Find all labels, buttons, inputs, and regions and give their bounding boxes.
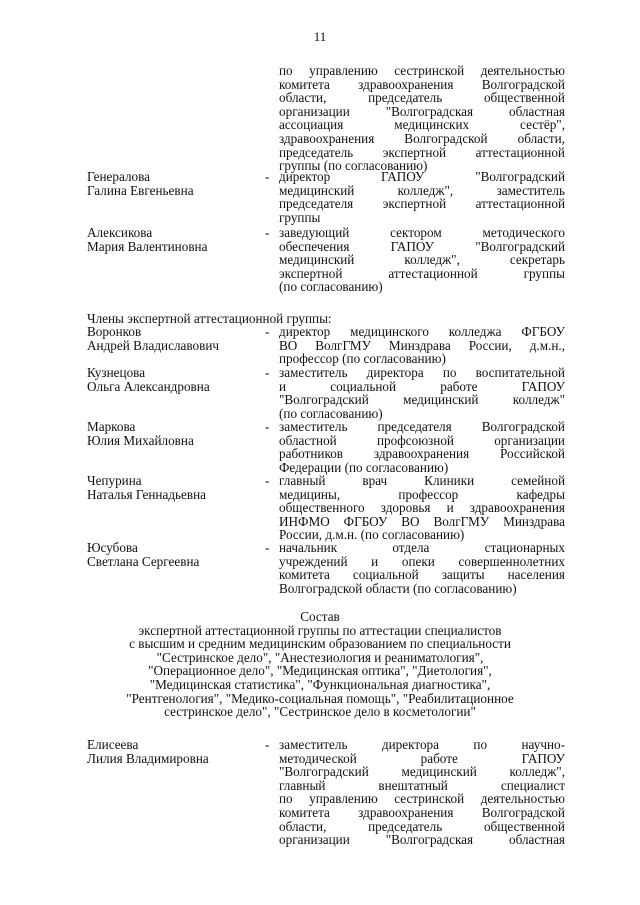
surname: Юсубова [87,540,138,555]
text-line: по управлению сестринской деятельностью [279,63,565,78]
title-line: с высшим и средним медицинским образованием по специальности [129,636,511,652]
text-line: директор медицинского колледжа ФГБОУ [279,324,565,339]
person-name [87,324,270,353]
given-names: Ольга Александровна [87,378,210,394]
person-name [87,419,270,448]
text-line: ВО ВолгГМУ Минздрава России, д.м.н., [279,337,565,353]
person-role [279,170,565,224]
dash: - [265,225,270,240]
section-title [60,610,580,719]
text-line: заместитель директора по научно- [279,737,565,752]
text-line: области, председатель общественной [279,90,565,106]
text-line: и социальной работе ГАПОУ [279,378,565,394]
text-line: (по согласованию) [279,279,383,295]
surname: Маркова [87,419,136,434]
text-line: заместитель председателя Волгоградской [279,419,565,434]
surname: Чепурина [87,473,142,488]
text-line: группы [279,209,321,225]
person-role [279,474,565,542]
text-line: медицинский колледж", секретарь [279,252,565,268]
given-names: Юлия Михайловна [87,432,194,448]
title-line: "Сестринское дело", "Анестезиология и реаниматология", [156,649,484,665]
text-line: начальник отдела стационарных [279,540,565,555]
text-line: экспертной аттестационной группы [279,265,565,281]
text-line: заместитель директора по воспитательной [279,365,565,380]
text-line: организации "Волгоградская областная [279,832,565,848]
text-line: профессор (по согласованию) [279,351,446,367]
surname: Алексикова [87,225,153,240]
text-line: России, д.м.н. (по согласованию) [279,527,465,543]
page-number: 11 [313,29,327,44]
dash: - [265,169,270,184]
person-role [279,366,565,420]
text-line: обеспечения ГАПОУ "Волгоградский [279,238,565,254]
title-line: "Медицинская статистика", "Функциональная диагностика", [149,676,491,692]
members-heading: Члены экспертной аттестационной группы: [87,311,332,326]
text-line: по управлению сестринской деятельностью [279,791,565,807]
text-line: общественного здоровья и здравоохранения [279,500,565,516]
text-line: ассоциация медицинских сестёр", [279,117,565,133]
text-line: председатель экспертной аттестационной [279,144,565,160]
text-line: медицинский колледж", заместитель [279,182,565,198]
given-names: Андрей Владиславович [87,337,220,353]
text-line: организации "Волгоградская областная [279,103,565,119]
dash: - [265,473,270,488]
text-line: области, председатель общественной [279,818,565,834]
text-line: методической работе ГАПОУ [279,750,565,766]
title-line: "Операционное дело", "Медицинская оптика", "Диетология", [148,663,492,679]
person-role [279,325,565,366]
text-line: комитета социальной защиты населения [279,567,565,583]
text-line: "Волгоградский медицинский колледж" [279,392,565,408]
text-line: директор ГАПОУ "Волгоградский [279,169,565,184]
title-line: экспертной аттестационной группы по аттестации специалистов [138,622,502,638]
text-line: комитета здравоохранения Волгоградской [279,76,565,92]
given-names: Лилия Владимировна [87,750,209,766]
dash: - [265,540,270,555]
top-continuation [279,64,565,173]
text-line: медицины, профессор кафедры [279,486,565,502]
text-line: Волгоградской области (по согласованию) [279,580,517,596]
given-names: Мария Валентиновна [87,238,208,254]
text-line: главный внештатный специалист [279,777,565,793]
text-line: главный врач Клиники семейной [279,473,565,488]
given-names: Галина Евгеньевна [87,182,194,198]
surname: Генералова [87,169,151,184]
text-line: ИНФМО ФГБОУ ВО ВолгГМУ Минздрава [279,513,565,529]
person-name [87,473,270,502]
person-name [87,540,270,569]
text-line: Федерации (по согласованию) [279,459,449,475]
text-line: здравоохранения Волгоградской области, [279,130,565,146]
dash: - [265,419,270,434]
surname: Кузнецова [87,365,146,380]
text-line: учреждений и опеки совершеннолетних [279,553,565,569]
title-line: Состав [300,609,340,624]
dash: - [265,365,270,380]
person-role [279,541,565,595]
surname: Елисеева [87,737,139,752]
surname: Воронков [87,324,142,339]
title-line: сестринское дело", "Сестринское дело в косметологии" [164,704,476,720]
person-name [87,365,270,394]
text-line: председателя экспертной аттестационной [279,196,565,212]
person-name [87,169,270,198]
dash: - [265,737,270,752]
text-line: (по согласованию) [279,405,383,421]
text-line: областной профсоюзной организации [279,432,565,448]
text-line: заведующий сектором методического [279,225,565,240]
text-line: комитета здравоохранения Волгоградской [279,804,565,820]
text-line: "Волгоградский медицинский колледж", [279,764,565,780]
text-line: работников здравоохранения Российской [279,446,565,462]
given-names: Наталья Геннадьевна [87,486,207,502]
person-name [87,737,270,766]
dash: - [265,324,270,339]
person-role [279,738,565,847]
given-names: Светлана Сергеевна [87,553,200,569]
title-line: "Рентгенология", "Медико-социальная помощь", "Реабилитационное [126,690,514,706]
person-role [279,420,565,474]
text-line: группы (по согласованию) [279,158,428,174]
person-role [279,226,565,294]
person-name [87,225,270,254]
